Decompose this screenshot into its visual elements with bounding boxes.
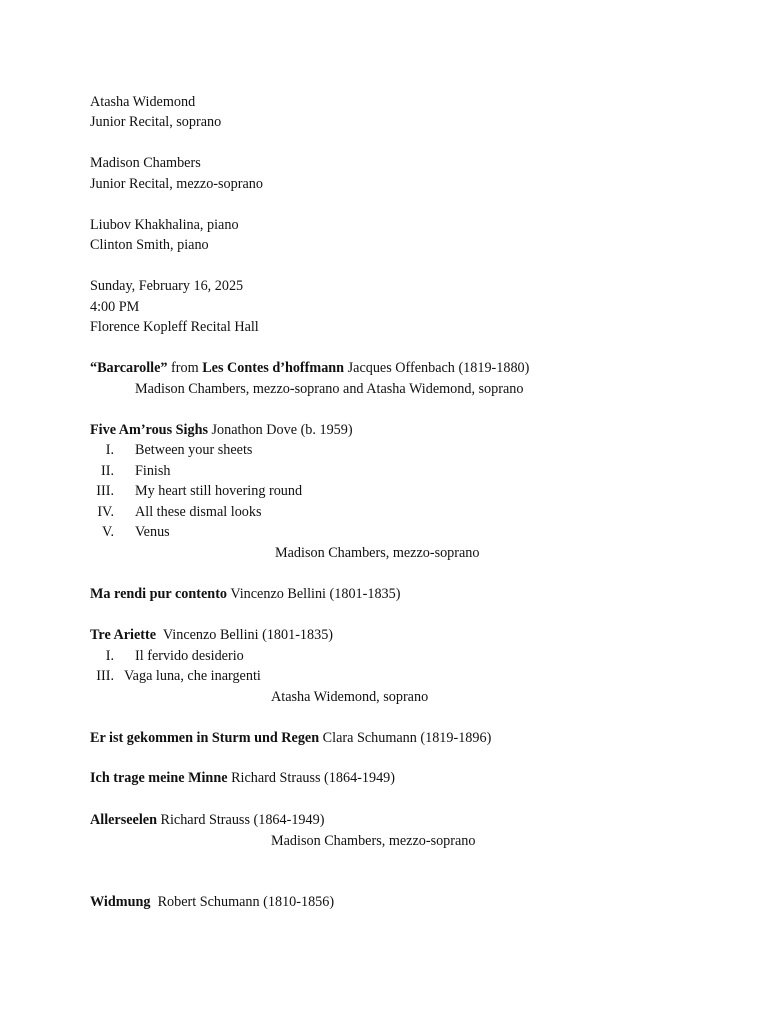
piece-composer: Richard Strauss (1864-1949) bbox=[231, 770, 395, 786]
piece-ma-rendi bbox=[90, 584, 400, 604]
movement-number: III. bbox=[96, 483, 114, 499]
movement-number: I. bbox=[105, 442, 114, 458]
piece-title: Widmung bbox=[90, 894, 151, 910]
piece-composer: Vincenzo Bellini (1801-1835) bbox=[230, 586, 401, 602]
piece-composer: Richard Strauss (1864-1949) bbox=[160, 812, 325, 828]
movement-row bbox=[90, 461, 114, 481]
piece-ich-trage bbox=[90, 768, 395, 788]
piece-five-amrous-sighs bbox=[90, 420, 353, 440]
piece-title: Tre Ariette bbox=[90, 627, 157, 643]
movement-number: I. bbox=[105, 648, 114, 664]
piece-tre-ariette bbox=[90, 625, 333, 645]
performer-1-role: Junior Recital, soprano bbox=[90, 114, 222, 130]
piece-performer: Madison Chambers, mezzo-soprano bbox=[275, 545, 480, 561]
opera-title: Les Contes d’hoffmann bbox=[202, 360, 345, 376]
piece-title: Five Am’rous Sighs bbox=[90, 422, 208, 438]
piece-barcarolle bbox=[90, 358, 529, 378]
performer-2-name: Madison Chambers bbox=[90, 155, 201, 171]
piece-performer: Atasha Widemond, soprano bbox=[271, 689, 429, 705]
piece-composer: Robert Schumann (1810-1856) bbox=[157, 894, 335, 910]
movement-title: Finish bbox=[135, 463, 171, 479]
event-time: 4:00 PM bbox=[90, 299, 140, 315]
event-venue: Florence Kopleff Recital Hall bbox=[90, 319, 259, 335]
movement-title: My heart still hovering round bbox=[135, 483, 303, 499]
piece-composer: Jacques Offenbach (1819-1880) bbox=[347, 360, 530, 376]
piece-title: Allerseelen bbox=[90, 812, 157, 828]
performer-1-name: Atasha Widemond bbox=[90, 94, 196, 110]
piece-title: Ma rendi pur contento bbox=[90, 586, 228, 602]
piece-title: Ich trage meine Minne bbox=[90, 770, 228, 786]
pianist-1: Liubov Khakhalina, piano bbox=[90, 217, 239, 233]
movement-row bbox=[90, 481, 114, 501]
movement-number: IV. bbox=[97, 504, 114, 520]
from-text: from bbox=[171, 360, 199, 376]
movement-row bbox=[90, 522, 114, 542]
movement-row bbox=[90, 440, 114, 460]
piece-er-ist-gekommen bbox=[90, 728, 491, 748]
movement-number: II. bbox=[101, 463, 114, 479]
piece-performers: Madison Chambers, mezzo-soprano and Atasha Widemond, soprano bbox=[135, 381, 524, 397]
movement-title: Venus bbox=[135, 524, 170, 540]
movement-title: Il fervido desiderio bbox=[135, 648, 244, 664]
movement-title: Vaga luna, che inargenti bbox=[124, 668, 261, 684]
piece-title: “Barcarolle” bbox=[90, 360, 168, 376]
movement-title: Between your sheets bbox=[135, 442, 253, 458]
piece-composer: Jonathon Dove (b. 1959) bbox=[211, 422, 353, 438]
piece-composer: Clara Schumann (1819-1896) bbox=[322, 730, 492, 746]
event-date: Sunday, February 16, 2025 bbox=[90, 278, 244, 294]
movement-row bbox=[90, 646, 114, 666]
pianist-2: Clinton Smith, piano bbox=[90, 237, 209, 253]
movement-number: V. bbox=[102, 524, 114, 540]
piece-performer: Madison Chambers, mezzo-soprano bbox=[271, 833, 476, 849]
piece-widmung bbox=[90, 892, 334, 912]
piece-title: Er ist gekommen in Sturm und Regen bbox=[90, 730, 320, 746]
movement-number: III. bbox=[96, 668, 114, 684]
movement-title: All these dismal looks bbox=[135, 504, 262, 520]
performer-2-role: Junior Recital, mezzo-soprano bbox=[90, 176, 263, 192]
movement-row bbox=[90, 502, 114, 522]
piece-allerseelen bbox=[90, 810, 324, 830]
movement-row bbox=[90, 666, 114, 686]
piece-composer: Vincenzo Bellini (1801-1835) bbox=[162, 627, 334, 643]
